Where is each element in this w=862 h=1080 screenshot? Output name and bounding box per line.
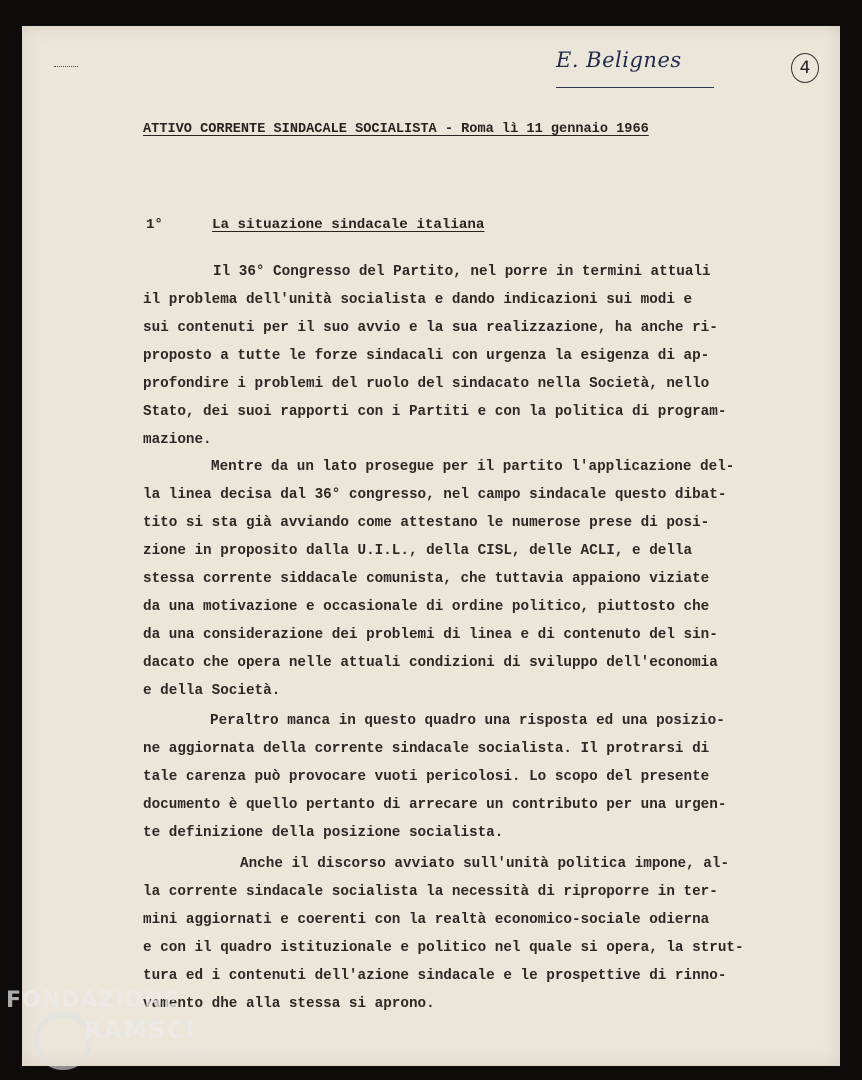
text-line: sui contenuti per il suo avvio e la sua realizzazione, ha anche ri- — [143, 320, 718, 336]
section-number: 1° — [146, 217, 163, 233]
text-line: tura ed i contenuti dell'azione sindacale e le prospettive di rinno- — [143, 968, 727, 984]
document-title: ATTIVO CORRENTE SINDACALE SOCIALISTA - Roma lì 11 gennaio 1966 — [143, 122, 649, 137]
text-line: Anche il discorso avviato sull'unità politica impone, al- — [240, 856, 730, 872]
text-line: Peraltro manca in questo quadro una risposta ed una posizio- — [210, 713, 725, 729]
text-line: e della Società. — [143, 683, 281, 699]
section-title: La situazione sindacale italiana — [212, 217, 485, 233]
paragraph-2 — [143, 453, 823, 705]
text-line: profondire i problemi del ruolo del sindacato nella Società, nello — [143, 376, 710, 392]
watermark-gramsci: RAMSCI — [84, 1018, 197, 1044]
text-line: la linea decisa dal 36° congresso, nel campo sindacale questo dibat- — [143, 487, 727, 503]
text-line: tito si sta già avviando come attestano le numerose prese di posi- — [143, 515, 710, 531]
text-line: stessa corrente siddacale comunista, che tuttavia appaiono viziate — [143, 571, 710, 587]
text-line: tale carenza può provocare vuoti pericolosi. Lo scopo del presente — [143, 769, 710, 785]
paragraph-1 — [143, 258, 823, 454]
ink-mark — [54, 66, 78, 67]
watermark-foundation-name: FONDAZIONE — [6, 988, 180, 1013]
text-line: mazione. — [143, 432, 212, 448]
text-line: il problema dell'unità socialista e dando indicazioni sui modi e — [143, 292, 693, 308]
text-line: da una motivazione e occasionale di ordine politico, piuttosto che — [143, 599, 710, 615]
text-line: Mentre da un lato prosegue per il partito l'applicazione del- — [211, 459, 735, 475]
paragraph-4 — [143, 850, 823, 1018]
text-line: proposto a tutte le forze sindacali con urgenza la esigenza di ap- — [143, 348, 710, 364]
text-line: Il 36° Congresso del Partito, nel porre in termini attuali — [213, 264, 711, 280]
text-line: zione in proposito dalla U.I.L., della CISL, delle ACLI, e della — [143, 543, 693, 559]
text-line: ne aggiornata della corrente sindacale socialista. Il protrarsi di — [143, 741, 710, 757]
text-line: vamento dhe alla stessa si aprono. — [143, 996, 435, 1012]
watermark-onlus: onlus — [178, 1046, 208, 1059]
text-line: dacato che opera nelle attuali condizioni di sviluppo dell'economia — [143, 655, 718, 671]
text-line: Stato, dei suoi rapporti con i Partiti e con la politica di program- — [143, 404, 727, 420]
handwritten-signature: E. Belignes — [556, 48, 682, 72]
text-line: la corrente sindacale socialista la necessità di riproporre in ter- — [143, 884, 718, 900]
text-line: te definizione della posizione socialista. — [143, 825, 504, 841]
signature-underline — [556, 87, 714, 88]
text-line: da una considerazione dei problemi di linea e di contenuto del sin- — [143, 627, 718, 643]
text-line: e con il quadro istituzionale e politico nel quale si opera, la strut- — [143, 940, 744, 956]
text-line: mini aggiornati e coerenti con la realtà economico-sociale odierna — [143, 912, 710, 928]
text-line: documento è quello pertanto di arrecare un contributo per una urgen- — [143, 797, 727, 813]
paragraph-3 — [143, 707, 823, 847]
page-number-circled: 4 — [791, 53, 819, 83]
